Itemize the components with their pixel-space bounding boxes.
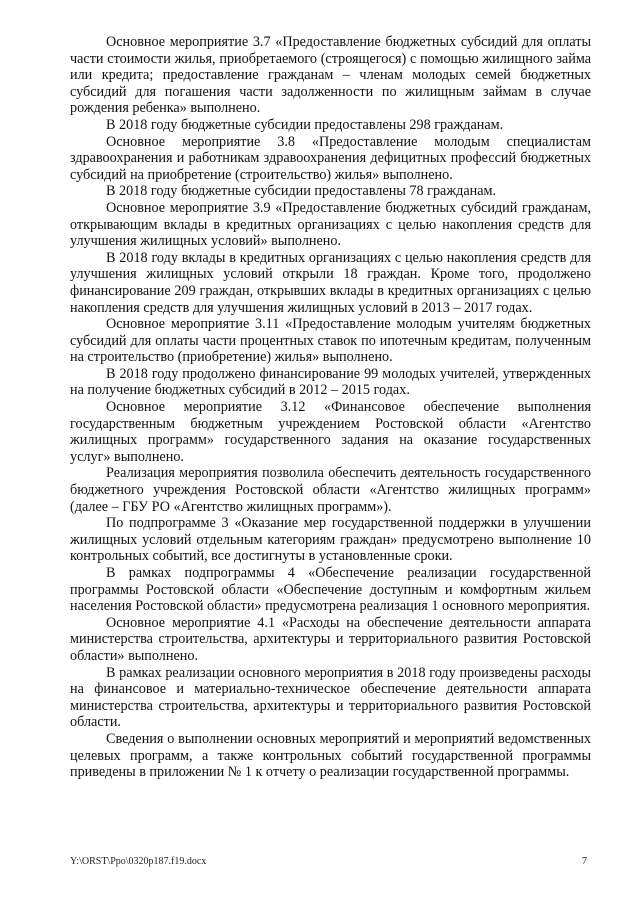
paragraph: По подпрограмме 3 «Оказание мер государственной поддержки в улучшении жилищных условий отдельным категориям граждан» предусмотрено выполнение 10 контрольных событий, все достигнуты в установленные сроки. [70,515,591,565]
paragraph: Основное мероприятие 3.7 «Предоставление бюджетных субсидий для оплаты части стоимости жилья, приобретаемого (строящегося) с помощью жилищного займа или кредита; предоставление гражданам – членам молодых семей бюджетных субсидий для погашения части задолженности по жилищным займам в случае рождения ребенка» выполнено. [70,34,591,117]
paragraph: Основное мероприятие 3.12 «Финансовое обеспечение выполнения государственным бюджетным учреждением Ростовской области «Агентство жилищных программ» государственного задания на оказание государственных услуг» выполнено. [70,399,591,465]
paragraph: Основное мероприятие 3.9 «Предоставление бюджетных субсидий гражданам, открывающим вклады в кредитных организациях с целью накопления средств для улучшения жилищных условий» выполнено. [70,199,591,250]
paragraph: Основное мероприятие 4.1 «Расходы на обеспечение деятельности аппарата министерства строительства, архитектуры и территориального развития Ростовской области» выполнено. [70,614,591,664]
paragraph: Сведения о выполнении основных мероприятий и мероприятий ведомственных целевых программ, а также контрольных событий государственной программы приведены в приложении № 1 к отчету о реализации государственной программы. [70,730,591,781]
paragraph: В 2018 году бюджетные субсидии предоставлены 298 гражданам. [106,116,504,133]
paragraph: Реализация мероприятия позволила обеспечить деятельность государственного бюджетного учреждения Ростовской области «Агентство жилищных программ» (далее – ГБУ РО «Агентство жилищных программ»). [70,465,591,515]
page-number: 7 [582,856,587,867]
paragraph: В 2018 году продолжено финансирование 99 молодых учителей, утвержденных на получение бюджетных субсидий в 2012 – 2015 годах. [70,365,591,399]
paragraph: Основное мероприятие 3.11 «Предоставление молодым учителям бюджетных субсидий для оплаты части процентных ставок по ипотечным кредитам, полученным на строительство (приобретение) жилья» выполнено. [70,316,591,366]
paragraph: В 2018 году бюджетные субсидии предоставлены 78 гражданам. [106,183,497,200]
paragraph: В 2018 году вклады в кредитных организациях с целью накопления средств для улучшения жилищных условий открыли 18 граждан. Кроме того, продолжено финансирование 209 граждан, открывших вклады в кредитных организациях с целью накопления средств для улучшения жилищных условий в 2013 – 2017 годах. [70,249,591,316]
paragraph: В рамках подпрограммы 4 «Обеспечение реализации государственной программы Ростовской области «Обеспечение доступным и комфортным жильем населения Ростовской области» предусмотрена реализация 1 основного мероприятия. [70,565,591,615]
paragraph: В рамках реализации основного мероприятия в 2018 году произведены расходы на финансовое и материально-техническое обеспечение деятельности аппарата министерства строительства, архитектуры и территориального развития Ростовской области. [70,664,591,731]
paragraph: Основное мероприятие 3.8 «Предоставление молодым специалистам здравоохранения и работникам здравоохранения дефицитных профессий бюджетных субсидий на приобретение (строительство) жилья» выполнено. [70,133,591,183]
footer-file-path: Y:\ORST\Ppo\0320p187.f19.docx [70,856,207,867]
document-body [70,34,591,781]
